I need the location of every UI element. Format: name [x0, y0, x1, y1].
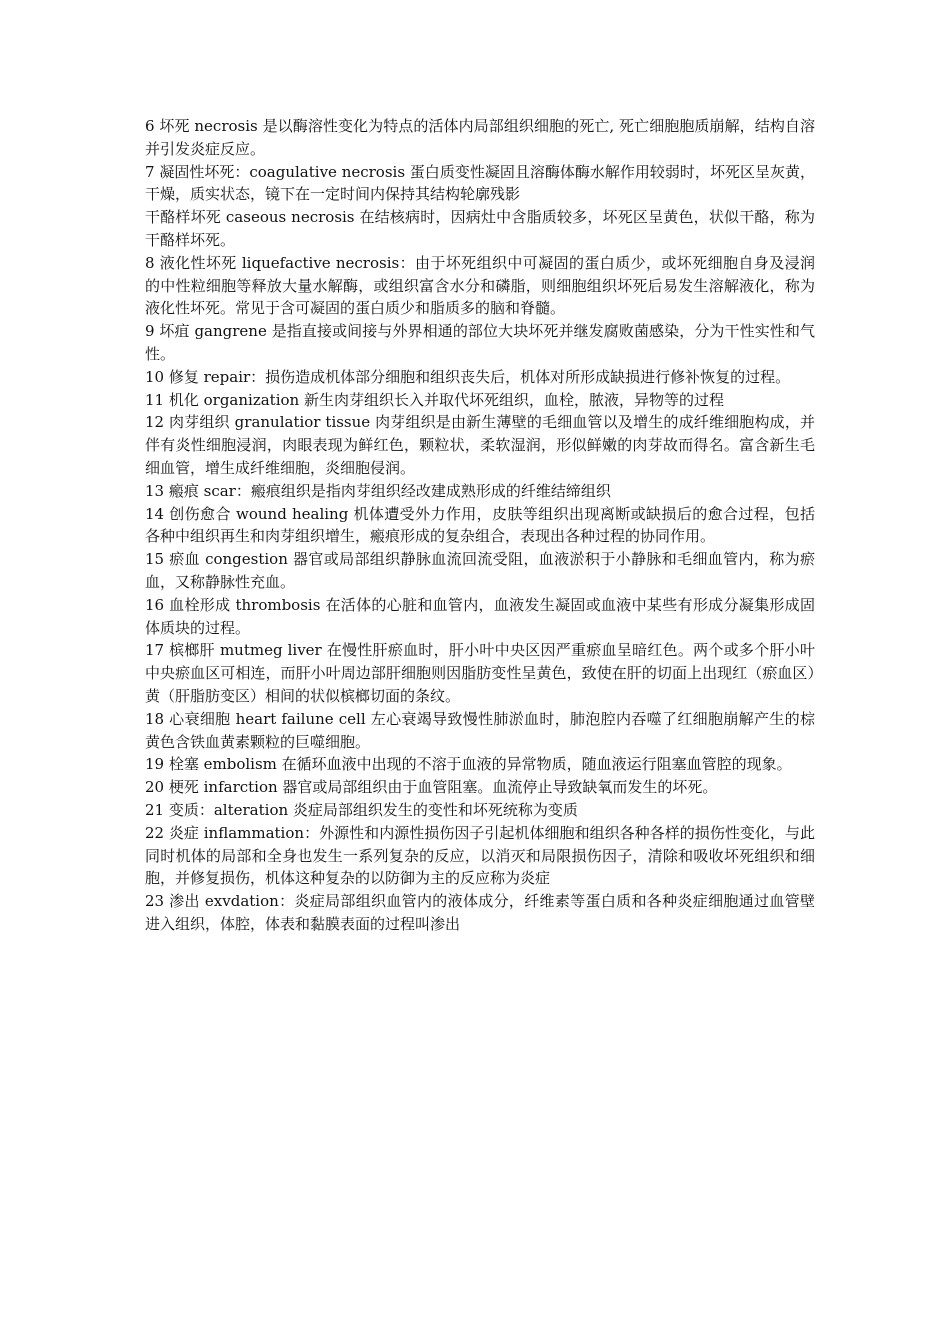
entry-exudation: 23 渗出 exvdation：炎症局部组织血管内的液体成分，纤维素等蛋白质和各种炎症细胞通过血管壁进入组织，体腔，体表和黏膜表面的过程叫渗出 — [145, 892, 815, 933]
entry-organization: 11 机化 organization 新生肉芽组织长入并取代坏死组织，血栓，脓液，异物等的过程 — [145, 390, 724, 409]
entry-repair: 10 修复 repair：损伤造成机体部分细胞和组织丧失后，机体对所形成缺损进行修补恢复的过程。 — [145, 367, 791, 386]
entry-thrombosis: 16 血栓形成 thrombosis 在活体的心脏和血管内，血液发生凝固或血液中某些有形成分凝集形成固体质块的过程。 — [145, 595, 815, 637]
entry-coagulative-necrosis: 7 凝固性坏死：coagulative necrosis 蛋白质变性凝固且溶酶体酶水解作用较弱时，坏死区呈灰黄，干燥，质实状态，镜下在一定时间内保持其结构轮廓残影 — [145, 162, 815, 204]
entry-wound-healing: 14 创伤愈合 wound healing 机体遭受外力作用，皮肤等组织出现离断或缺损后的愈合过程，包括各种中组织再生和肉芽组织增生，瘢痕形成的复杂组合，表现出各种过程的协同作用。 — [145, 504, 815, 546]
document-page — [145, 115, 815, 936]
entry-nutmeg-liver: 17 槟榔肝 mutmeg liver 在慢性肝瘀血时，肝小叶中央区因严重瘀血呈暗红色。两个或多个肝小叶中央瘀血区可相连，而肝小叶周边部肝细胞则因脂肪变性呈黄色，致使在肝的切面上出现红（瘀血区）黄（肝脂肪变区）相间的状似槟榔切面的条纹。 — [145, 641, 815, 705]
entry-caseous-necrosis: 干酪样坏死 caseous necrosis 在结核病时，因病灶中含脂质较多，坏死区呈黄色，状似干酪，称为干酪样坏死。 — [145, 208, 815, 249]
entry-heart-failure-cell: 18 心衰细胞 heart failune cell 左心衰竭导致慢性肺淤血时，肺泡腔内吞噬了红细胞崩解产生的棕黄色含铁血黄素颗粒的巨噬细胞。 — [145, 709, 815, 751]
entry-necrosis: 6 坏死 necrosis 是以酶溶性变化为特点的活体内局部组织细胞的死亡, 死亡细胞胞质崩解，结构自溶并引发炎症反应。 — [145, 117, 815, 158]
entry-liquefactive-necrosis: 8 液化性坏死 liquefactive necrosis：由于坏死组织中可凝固的蛋白质少，或坏死细胞自身及浸润的中性粒细胞等释放大量水解酶，或组织富含水分和磷脂，则细胞组织坏死后易发生溶解液化，称为液化性坏死。常见于含可凝固的蛋白质少和脂质多的脑和脊髓。 — [145, 253, 815, 318]
entry-granulation-tissue: 12 肉芽组织 granulatior tissue 肉芽组织是由新生薄壁的毛细血管以及增生的成纤维细胞构成，并伴有炎性细胞浸润，肉眼表现为鲜红色，颗粒状，柔软湿润，形似鲜嫩的肉芽故而得名。富含新生毛细血管，增生成纤维细胞，炎细胞侵润。 — [145, 413, 815, 477]
entry-scar: 13 瘢痕 scar：瘢痕组织是指肉芽组织经改建成熟形成的纤维结缔组织 — [145, 481, 611, 500]
entry-alteration: 21 变质：alteration 炎症局部组织发生的变性和坏死统称为变质 — [145, 800, 578, 819]
entry-congestion: 15 瘀血 congestion 器官或局部组织静脉血流回流受阻，血液淤积于小静脉和毛细血管内，称为瘀血，又称静脉性充血。 — [145, 550, 815, 591]
entry-gangrene: 9 坏疽 gangrene 是指直接或间接与外界相通的部位大块坏死并继发腐败菌感染，分为干性实性和气性。 — [145, 322, 815, 363]
entry-infarction: 20 梗死 infarction 器官或局部组织由于血管阻塞。血流停止导致缺氧而发生的坏死。 — [145, 778, 718, 797]
entry-embolism: 19 栓塞 embolism 在循环血液中出现的不溶于血液的异常物质，随血液运行阻塞血管腔的现象。 — [145, 755, 792, 774]
entry-inflammation: 22 炎症 inflammation：外源性和内源性损伤因子引起机体细胞和组织各种各样的损伤性变化，与此同时机体的局部和全身也发生一系列复杂的反应，以消灭和局限损伤因子，清除和吸收坏死组织和细胞，并修复损伤，机体这种复杂的以防御为主的反应称为炎症 — [145, 823, 815, 888]
